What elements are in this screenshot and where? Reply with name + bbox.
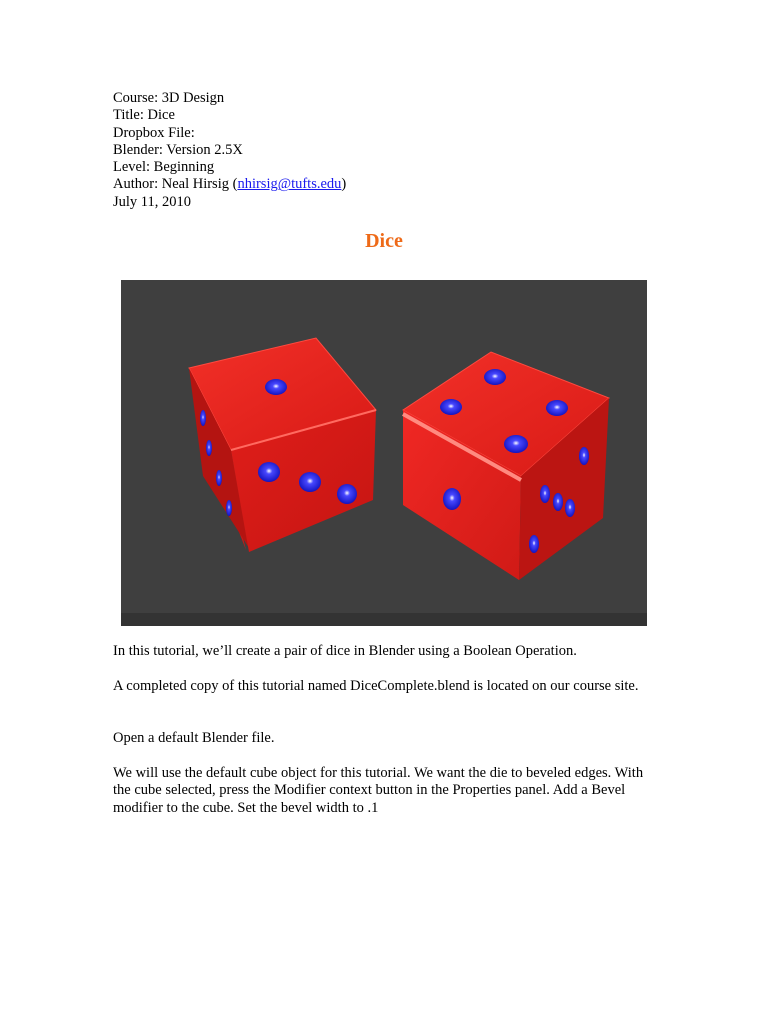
pip <box>565 499 575 517</box>
pip <box>540 485 550 503</box>
pip <box>337 484 357 504</box>
pip <box>216 470 222 486</box>
paragraph-intro: In this tutorial, we’ll create a pair of dice in Blender using a Boolean Operation. <box>113 643 577 659</box>
document-header <box>113 90 346 211</box>
pip <box>206 440 212 456</box>
dice-render-image <box>121 280 647 626</box>
pip <box>529 535 539 553</box>
pip <box>443 488 461 510</box>
author-line <box>113 176 346 193</box>
pip <box>504 435 528 453</box>
pip <box>265 379 287 395</box>
paragraph-open-file: Open a default Blender file. <box>113 730 275 746</box>
render-floor-strip <box>121 613 647 626</box>
blender-version-line: Blender: Version 2.5X <box>113 141 243 158</box>
paragraph-completed-copy: A completed copy of this tutorial named DiceComplete.blend is located on our course site. <box>113 678 639 694</box>
pip <box>299 472 321 492</box>
pip <box>440 399 462 415</box>
dropbox-line: Dropbox File: <box>113 124 195 141</box>
document-title: Dice <box>365 230 403 252</box>
level-line: Level: Beginning <box>113 159 215 176</box>
title-line: Title: Dice <box>113 107 175 124</box>
pip <box>258 462 280 482</box>
paragraph-bevel-instructions: We will use the default cube object for this tutorial. We want the die to beveled edges. With the cube selected, press the Modifier context button in the Properties panel. Add a Bevel modifier to the cube. Set the bevel width to .1 <box>113 765 644 816</box>
author-suffix: ) <box>341 176 347 193</box>
pip <box>546 400 568 416</box>
author-email-link[interactable]: nhirsig@tufts.edu <box>237 176 342 193</box>
author-prefix: Author: Neal Hirsig ( <box>113 176 238 193</box>
pip <box>200 410 206 426</box>
dice-illustration <box>121 280 647 626</box>
course-line: Course: 3D Design <box>113 90 225 106</box>
pip <box>484 369 506 385</box>
pip <box>226 500 232 516</box>
date-line: July 11, 2010 <box>113 193 192 210</box>
pip <box>553 493 563 511</box>
pip <box>579 447 589 465</box>
